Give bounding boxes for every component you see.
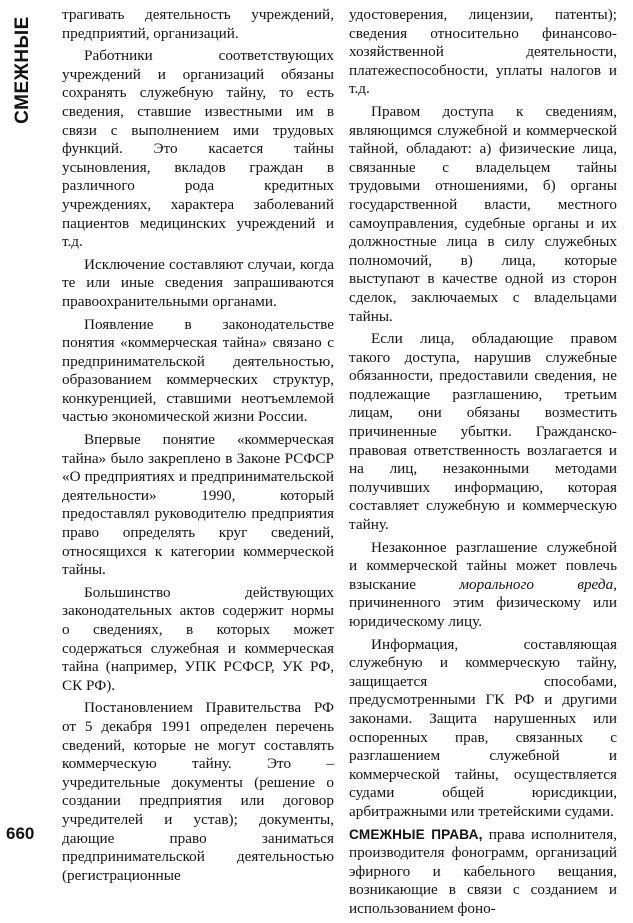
section-tab [8, 14, 38, 126]
page-number: 660 [6, 824, 35, 843]
paragraph: Исключение составляют случаи, когда те или иные сведения запрашиваются правоохранительными органами. [62, 255, 334, 310]
paragraph: Работники соответствующих учреждений и организаций обязаны сохранять служебную тайну, то есть сведения, ставшие известными им в связи с выполнением ими трудовых функций. Это касается тайны усыновления, вкладов граждан в различного рода кредитных учреждениях, характера заболеваний пациентов медицинских учреждений и т.д. [62, 47, 334, 251]
paragraph: Правом доступа к сведениям, являющимся служебной и коммерческой тайной, обладают: а) физические лица, связанные с владельцем тайны трудовыми отношениями, б) органы государственной власти, местного самоуправления, судебные органы и их должностные лица в силу служебных полномочий, в) лица, которые выступают в качестве одной из сторон сделок, заключаемых с владельцами тайны. [349, 102, 617, 325]
paragraph: Если лица, обладающие правом такого доступа, нарушив служебные обязанности, предоставили сведения, не подлежащие разглашению, третьим лицам, они обязаны возместить причиненные убытки. Гражданско-правовая ответственность возлагается и на лиц, незаконными методами получивших информацию, которая составляет служебную и коммерческую тайну. [349, 330, 617, 534]
paragraph [349, 539, 617, 632]
paragraph-text: Незаконное разглашение служебной и коммерческой тайны может повлечь взыскание [349, 538, 617, 593]
paragraph: Постановлением Правительства РФ от 5 декабря 1991 определен перечень сведений, которые не могут составлять коммерческую тайну. Это – учредительные документы (решение о создании предприятия или договор учредителей и устав); документы, дающие право заниматься предпринимательской деятельностью (регистрационные [62, 699, 334, 884]
paragraph: Информация, составляющая служебную и коммерческую тайну, защищается способами, предусмотренными ГК РФ и другими законами. Защита нарушенных или оспоренных прав, связанных с разглашением служебной и коммерческой тайны, осуществляется судами общей юрисдикции, арбитражными или третейскими судами. [349, 635, 617, 820]
paragraph: трагивать деятельность учреждений, предприятий, организаций. [62, 6, 334, 42]
dictionary-entry [349, 826, 617, 919]
italic-term: морального вреда [459, 575, 614, 593]
right-column [349, 6, 617, 923]
paragraph-text: , причиненного этим физическому или юридическому лицу. [349, 575, 617, 630]
paragraph: Появление в законодательстве понятия «коммерческая тайна» связано с предпринимательской деятельностью, образованием коммерческих структур, конкуренцией, ставшими неотъемлемой частью экономической жизни России. [62, 315, 334, 426]
section-tab-label: СМЕЖНЫЕ [12, 16, 34, 124]
paragraph: удостоверения, лицензии, патенты); сведения относительно финансово-хозяйственной деятельности, платежеспособности, уплаты налогов и т.д. [349, 6, 617, 98]
paragraph: Большинство действующих законодательных актов содержит нормы о сведениях, в которых может содержаться служебная и коммерческая тайна (например, УПК РСФСР, УК РФ, СК РФ). [62, 583, 334, 694]
paragraph: Впервые понятие «коммерческая тайна» было закреплено в Законе РСФСР «О предприятиях и предпринимательской деятельности» 1990, который предоставлял руководителю предприятия право определять круг сведений, относящихся к категории коммерческой тайны. [62, 431, 334, 579]
entry-definition: права исполнителя, производителя фонограмм, организаций эфирного и кабельного вещания, возникающие в связи с созданием и использованием фоно- [349, 825, 617, 917]
left-column [62, 6, 334, 889]
entry-term: СМЕЖНЫЕ ПРАВА, [349, 826, 483, 842]
